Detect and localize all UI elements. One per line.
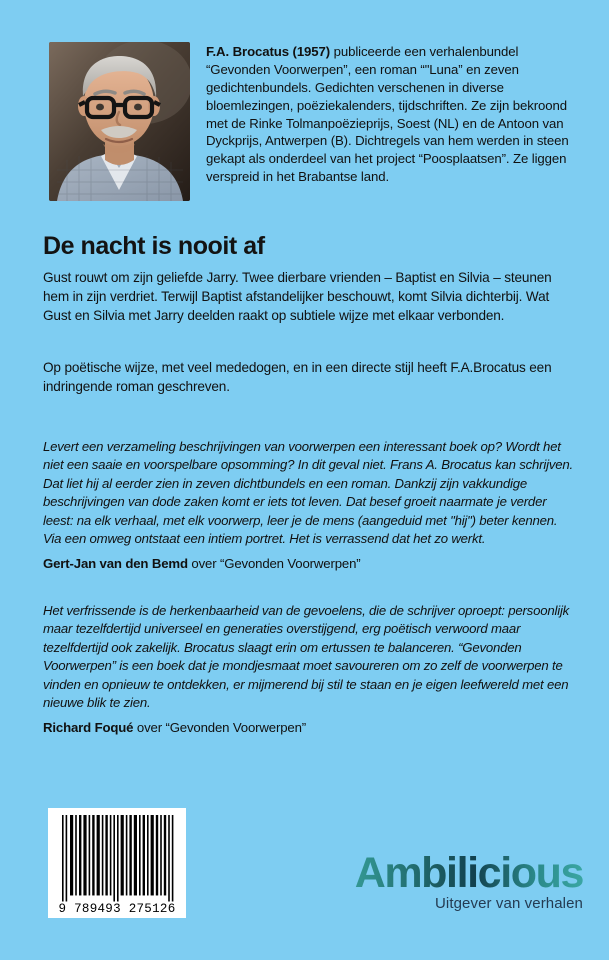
book-title: De nacht is nooit af: [43, 232, 265, 260]
publisher-tagline: Uitgever van verhalen: [434, 895, 583, 912]
author-biography: [206, 42, 569, 186]
review-block-1: [43, 438, 576, 573]
isbn-barcode: [48, 808, 186, 918]
author-portrait-photo: [49, 42, 190, 201]
publisher-logo: [323, 849, 583, 913]
review-block-2: [43, 602, 576, 737]
review-text: Het verfrissende is de herkenbaarheid van de gevoelens, die de schrijver oproept: persoonlijk maar tezelfdertijd universeel en generaties overstijgend, erg poëtisch verwoord maar tezelfdertijd ook zakelijk. Brocatus slaagt erin om ertussen te balanceren. “Gevonden Voorwerpen” is een boek dat je mondjesmaat moet savoureren om zo zelf de voorwerpen te vinden en opnieuw te ontdekken, er mijmerend bij stil te staan en je eigen leefwereld met een nieuwe blik te zien.: [43, 603, 570, 711]
review-credit: [43, 718, 576, 737]
author-bio-text: publiceerde een verhalenbundel “Gevonden Voorwerpen”, een roman “"Luna” en zeven gedichtenbundels. Gedichten verschenen in diverse bloemlezingen, poëziekalenders, tijdschriften. Ze zijn bekroond met de Rinke Tolmanpoëzieprijs, Soest (NL) en de Antoon van Dyckprijs, Antwerpen (B). Dichtregels van hem werden in steen gekapt als onderdeel van het project “Poosplaatsen”. Ze liggen verspreid in het Brabantse land.: [206, 44, 569, 185]
review-text: Levert een verzameling beschrijvingen van voorwerpen een interessant boek op? Wordt het niet een saaie en voorspelbare opsomming? In dit geval niet. Frans A. Brocatus kan schrijven. Dat liet hij al eerder zien in zeven dichtbundels en een roman. Dankzij zijn vakkundige beschrijvingen van dode zaken komt er iets tot leven. Dat besef groeit naarmate je verder leest: na elk verhaal, met elk voorwerp, leer je de mens (aangeduid met "hij") beter kennen. Via een omweg ontstaat een intiem portret. Het is verrassend dat het zo werkt.: [43, 439, 573, 547]
barcode-icon: [54, 815, 180, 902]
reviewer-name: Richard Foqué: [43, 719, 134, 735]
reviewer-credit-suffix: over “Gevonden Voorwerpen”: [187, 555, 361, 571]
portrait-icon: [49, 42, 190, 201]
publisher-name: Ambilicious: [323, 852, 583, 895]
author-block: [49, 42, 569, 201]
synopsis-paragraph-2: Op poëtische wijze, met veel mededogen, en in een directe stijl heeft F.A.Brocatus een indringende roman geschreven.: [43, 360, 552, 395]
reviewer-credit-suffix: over “Gevonden Voorwerpen”: [133, 719, 306, 735]
synopsis-paragraph-1: Gust rouwt om zijn geliefde Jarry. Twee dierbare vrienden – Baptist en Silvia – steunen hem in zijn verdriet. Terwijl Baptist afstandelijker beschouwt, komt Silvia dichterbij. Wat Gust en Silvia met Jarry deelden raakt op subtiele wijze met elkaar verbonden.: [43, 270, 552, 324]
barcode-digits: 9 789493 275126: [58, 901, 176, 916]
reviewer-name: Gert-Jan van den Bemd: [43, 555, 188, 571]
review-credit: [43, 554, 576, 573]
author-name: F.A. Brocatus (1957): [206, 44, 331, 59]
ean13-barcode-icon: [54, 815, 180, 902]
